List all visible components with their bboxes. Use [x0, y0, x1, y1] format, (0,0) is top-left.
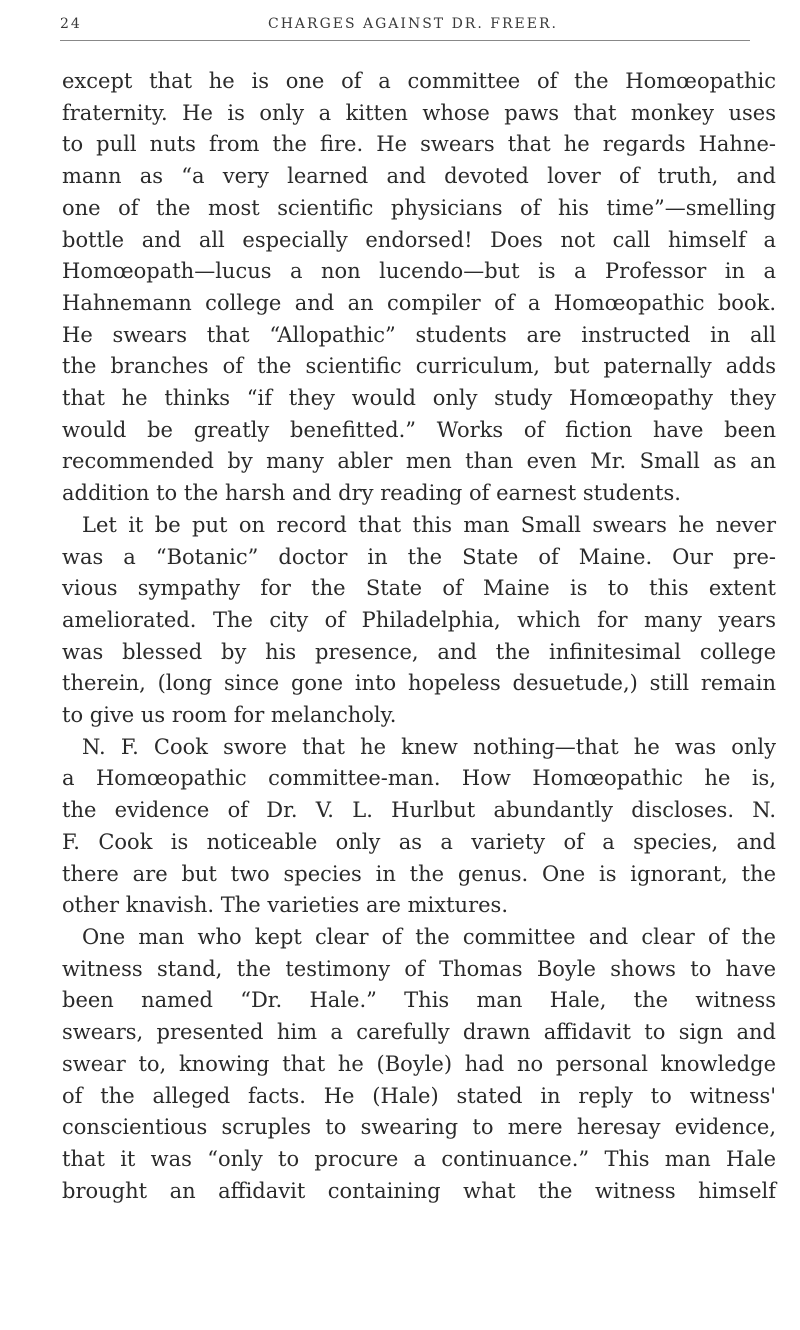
text-line: would be greatly benefitted.” Works of fiction have been: [62, 417, 776, 442]
running-head: CHARGES AGAINST DR. FREER.: [268, 16, 558, 32]
text-line: one of the most scientific physicians of his time”—smelling: [62, 195, 776, 220]
text-line: N. F. Cook swore that he knew nothing—that he was only: [82, 734, 776, 759]
text-line: ameliorated. The city of Philadelphia, which for many years: [62, 607, 776, 632]
text-line: brought an affidavit containing what the witness himself: [62, 1178, 776, 1203]
text-line: other knavish. The varieties are mixtures.: [62, 893, 509, 918]
page-number: 24: [60, 16, 82, 32]
text-line: there are but two species in the genus. One is ignorant, the: [62, 861, 776, 886]
text-line: except that he is one of a committee of the Homœopathic: [62, 69, 776, 93]
text-line: been named “Dr. Hale.” This man Hale, the witness: [62, 988, 776, 1013]
text-line: swears, presented him a carefully drawn affidavit to sign and: [62, 1020, 776, 1045]
text-line: fraternity. He is only a kitten whose paws that monkey uses: [62, 100, 776, 125]
text-line: was blessed by his presence, and the infinitesimal college: [62, 639, 776, 664]
text-line: recommended by many abler men than even Mr. Small as an: [62, 449, 776, 474]
text-line: swear to, knowing that he (Boyle) had no personal knowledge: [62, 1051, 776, 1076]
text-line: the branches of the scientific curriculum, but paternally adds: [62, 354, 776, 379]
text-line: to pull nuts from the fire. He swears that he regards Hahne-: [62, 132, 776, 157]
text-line: conscientious scruples to swearing to mere heresay evidence,: [62, 1115, 776, 1140]
text-line: was a “Botanic” doctor in the State of Maine. Our pre-: [62, 544, 776, 569]
text-line: that he thinks “if they would only study Homœopathy they: [62, 386, 776, 411]
text-line: He swears that “Allopathic” students are instructed in all: [62, 322, 776, 347]
text-line: Homœopath—lucus a non lucendo—but is a Professor in a: [62, 259, 776, 284]
text-line: to give us room for melancholy.: [62, 703, 397, 728]
text-line: therein, (long since gone into hopeless desuetude,) still remain: [62, 671, 776, 696]
text-line: addition to the harsh and dry reading of earnest students.: [62, 481, 681, 506]
text-line: One man who kept clear of the committee and clear of the: [82, 924, 776, 949]
text-line: vious sympathy for the State of Maine is to this extent: [62, 576, 776, 601]
text-line: a Homœopathic committee-man. How Homœopathic he is,: [62, 766, 776, 791]
header-rule: [60, 40, 750, 41]
body-text: [62, 66, 776, 1207]
text-line: Hahnemann college and an compiler of a Homœopathic book.: [62, 290, 776, 315]
text-line: the evidence of Dr. V. L. Hurlbut abundantly discloses. N.: [62, 798, 776, 823]
text-line: F. Cook is noticeable only as a variety of a species, and: [62, 829, 776, 854]
text-line: of the alleged facts. He (Hale) stated in reply to witness': [62, 1083, 776, 1108]
text-line: Let it be put on record that this man Small swears he never: [82, 512, 776, 537]
text-line: that it was “only to procure a continuance.” This man Hale: [62, 1146, 776, 1171]
text-line: mann as “a very learned and devoted lover of truth, and: [62, 164, 776, 189]
text-line: witness stand, the testimony of Thomas Boyle shows to have: [62, 956, 776, 981]
text-line: bottle and all especially endorsed! Does not call himself a: [62, 227, 776, 252]
